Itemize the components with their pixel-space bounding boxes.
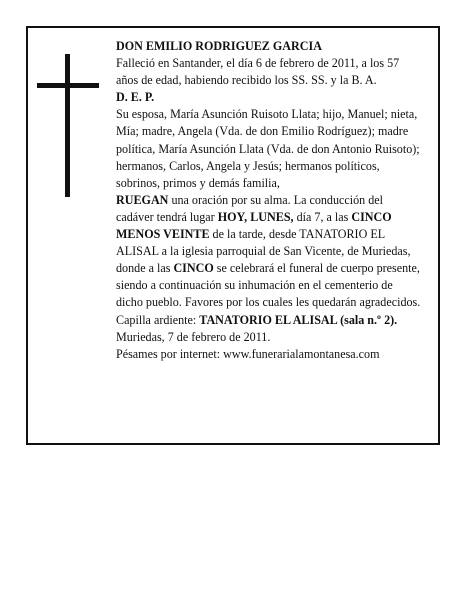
obituary-text xyxy=(116,38,422,363)
place-date: Muriedas, 7 de febrero de 2011. xyxy=(116,329,271,344)
cross-icon xyxy=(37,54,99,197)
funeral-text-2: día 7, a las xyxy=(293,209,352,224)
family-list: Su esposa, María Asunción Ruisoto Llata; hijo, Manuel; nieta, Mía; madre, Angela (Vda. de don Emilio Rodríguez); madre política, María Asunción Llata (Vda. de don Antonio Ruisoto); hermanos, Carlos, Angela y Jesús; hermanos políticos, sobrinos, primos y demás familia, xyxy=(116,107,420,190)
chapel-location: TANATORIO EL ALISAL (sala n.º 2). xyxy=(199,312,398,327)
funeral-time: CINCO MENOS VEINTE xyxy=(116,209,392,242)
condolences-line: Pésames por internet: www.funerarialamontanesa.com xyxy=(116,346,380,361)
funeral-day: HOY, LUNES, xyxy=(217,209,294,224)
funeral-text-1: una oración por su alma. La conducción del cadáver tendrá lugar xyxy=(116,192,384,224)
cross-vertical-bar xyxy=(65,54,70,197)
funeral-paragraph xyxy=(116,192,422,329)
funeral-mass-time: CINCO xyxy=(173,261,214,276)
funeral-text-3: de la tarde, desde TANATORIO EL ALISAL a la iglesia parroquial de San Vicente, de Muriedas, donde a las xyxy=(116,227,411,276)
cross-horizontal-bar xyxy=(37,83,99,88)
funeral-text-4: se celebrará el funeral de cuerpo presente, siendo a continuación su inhumación en el cementerio de dicho pueblo. Favores por los cuales les quedarán agradecidos. Capilla ardiente: xyxy=(116,261,421,327)
ruegan-text: RUEGAN xyxy=(116,192,169,207)
death-statement: Falleció en Santander, el día 6 de febrero de 2011, a los 57 años de edad, habiendo recibido los SS. SS. y la B. A. xyxy=(116,56,400,88)
deceased-name: DON EMILIO RODRIGUEZ GARCIA xyxy=(116,39,322,53)
dep-heading: D. E. P. xyxy=(116,90,155,105)
